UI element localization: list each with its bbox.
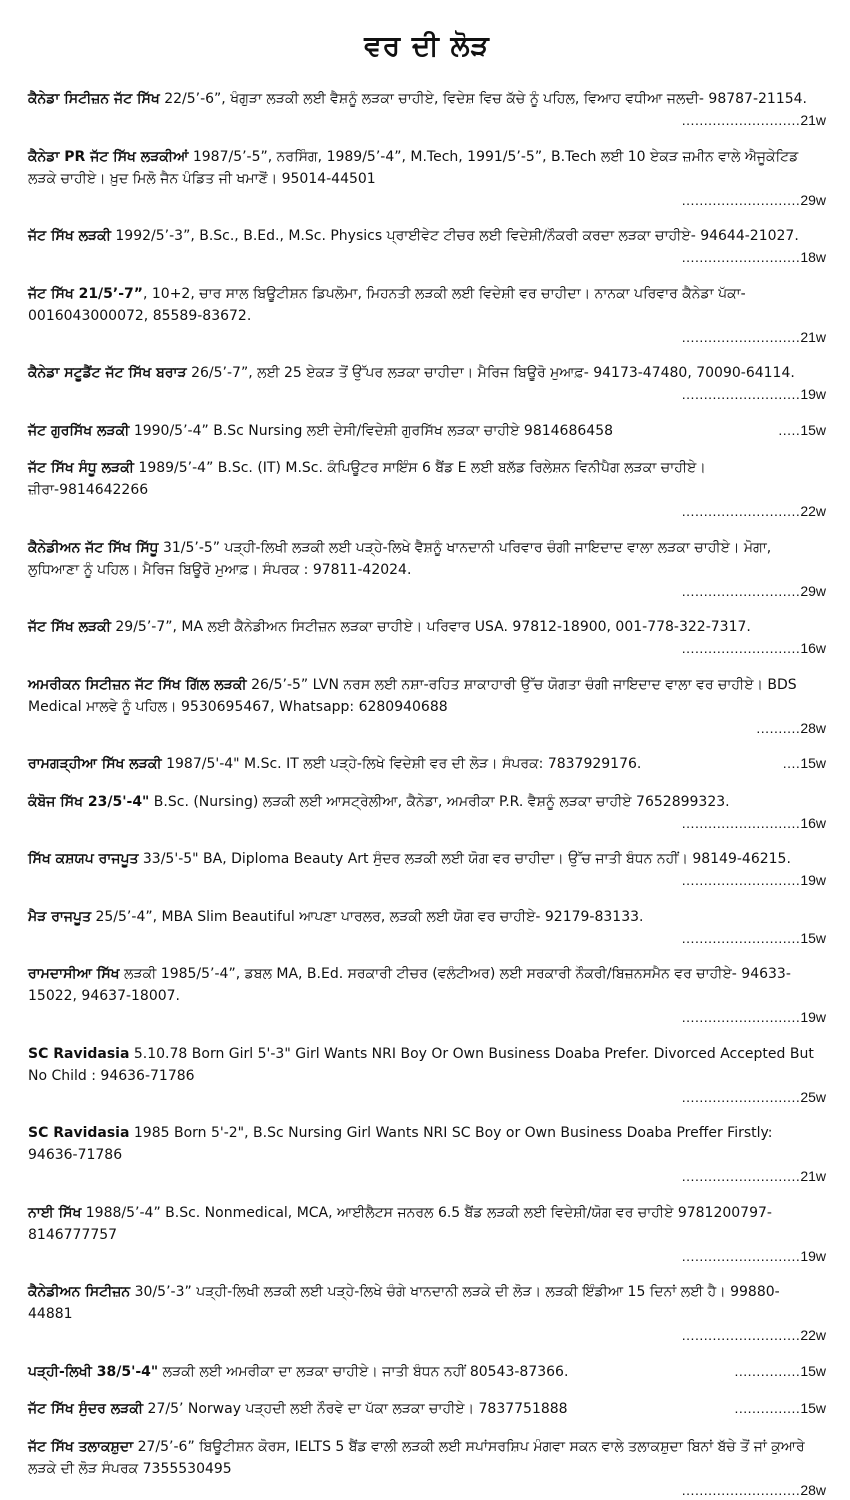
ad-word-count: 22w <box>800 503 826 519</box>
ad-text: 1992/5’-3”, B.Sc., B.Ed., M.Sc. Physics ਪ੍ਰਾਈਵੇਟ ਟੀਚਰ ਲਈ ਵਿਦੇਸ਼ੀ/ਨੌਕਰੀ ਕਰਦਾ ਲੜਕਾ ਚਾਹੀਏ- 94644-21027. <box>110 228 799 244</box>
ad-body <box>28 457 826 501</box>
ad-heading: ਪੜ੍ਹੀ-ਲਿਖੀ 38/5'-4" <box>28 1363 159 1380</box>
ad-heading: ਕੈਨੇਡਾ ਸਟੂਡੈਂਟ ਜੱਟ ਸਿੱਖ ਬਰਾੜ <box>28 365 187 381</box>
ad-code <box>28 718 826 738</box>
ad-text: 5.10.78 Born Girl 5'-3" Girl Wants NRI Boy Or Own Business Doaba Prefer. Divorced Accepted But No Child : 94636-71786 <box>28 1045 814 1084</box>
ad-text: 29/5’-7”, MA ਲਈ ਕੈਨੇਡੀਅਨ ਸਿਟੀਜ਼ਨ ਲੜਕਾ ਚਾਹੀਏ। ਪਰਿਵਾਰ USA. 97812-18900, 001-778-322-7317. <box>110 619 751 635</box>
ad-heading: ਕੈਨੇਡਾ PR ਜੱਟ ਸਿੱਖ ਲੜਕੀਆਂ <box>28 148 189 165</box>
ad-body <box>28 283 826 327</box>
ad-text: 33/5'-5" BA, Diploma Beauty Art ਸੁੰਦਰ ਲੜਕੀ ਲਈ ਯੋਗ ਵਰ ਚਾਹੀਦਾ। ਉੱਚ ਜਾਤੀ ਬੰਧਨ ਨਹੀਂ। 98149-46215. <box>138 851 791 867</box>
leader-dots: ............... <box>734 1362 801 1379</box>
ad-body <box>28 756 643 772</box>
ads-list <box>28 88 826 1500</box>
list-item <box>28 1398 826 1420</box>
ad-text: 1987/5’-5”, ਨਰਸਿੰਗ, 1989/5’-4”, M.Tech, 1991/5’-5”, B.Tech ਲਈ 10 ਏਕੜ ਜ਼ਮੀਨ ਵਾਲੇ ਐਜੂਕੇਟਿਡ ਲੜਕੇ ਚਾਹੀਏ। ਖ਼ੁਦ ਮਿਲੋ ਜੈਨ ਪੰਡਿਤ ਜੀ ਖਮਾਣੋਂ। 95014-44501 <box>28 148 799 187</box>
ad-code <box>778 420 826 440</box>
list-item <box>28 420 826 442</box>
ad-word-count: 18w <box>800 249 826 265</box>
ad-code <box>28 870 826 890</box>
list-item <box>28 283 826 347</box>
ad-body <box>28 616 826 638</box>
list-item <box>28 848 826 890</box>
list-item <box>28 88 826 130</box>
leader-dots: ........................... <box>681 1481 801 1498</box>
ad-word-count: 15w <box>800 929 826 946</box>
leader-dots: .... <box>782 755 801 771</box>
page-title: ਵਰ ਦੀ ਲੋੜ <box>364 29 490 62</box>
ad-heading: SC Ravidasia <box>28 1125 130 1141</box>
list-item <box>28 457 826 521</box>
leader-dots: ........................... <box>681 1327 801 1343</box>
ad-text: 1988/5’-4” B.Sc. Nonmedical, MCA, ਆਈਲੈਟਸ ਜਨਰਲ 6.5 ਬੈਂਡ ਲੜਕੀ ਲਈ ਵਿਦੇਸ਼ੀ/ਯੋਗ ਵਰ ਚਾਹੀਏ 9781200797-8146777757 <box>28 1204 772 1243</box>
ad-body <box>28 88 826 110</box>
ad-text: 1985 Born 5'-2", B.Sc Nursing Girl Wants NRI SC Boy or Own Business Doaba Preffer Firstly: 94636-71786 <box>28 1125 773 1163</box>
ad-body <box>28 1364 570 1380</box>
ad-word-count: 16w <box>800 640 826 656</box>
ad-code <box>28 638 826 658</box>
leader-dots: ........................... <box>681 1247 801 1264</box>
list-item <box>28 362 826 404</box>
leader-dots: ........................... <box>681 503 801 519</box>
ad-code <box>28 384 826 404</box>
list-item <box>28 146 826 210</box>
ad-code <box>734 1398 826 1418</box>
ad-code <box>28 1007 826 1027</box>
ad-code <box>28 1480 826 1500</box>
list-item <box>28 1043 826 1107</box>
ad-body <box>28 1122 826 1166</box>
ad-text: 1987/5'-4" M.Sc. IT ਲਈ ਪੜ੍ਹੇ-ਲਿਖੇ ਵਿਦੇਸ਼ੀ ਵਰ ਦੀ ਲੋੜ। ਸੰਪਰਕ: 7837929176. <box>161 756 642 772</box>
leader-dots: ........................... <box>681 1009 801 1025</box>
ad-body <box>28 848 826 870</box>
ad-word-count: 19w <box>800 386 826 402</box>
ad-body <box>28 906 826 928</box>
list-item <box>28 753 826 775</box>
ad-text: , 10+2, ਚਾਰ ਸਾਲ ਬਿਊਟੀਸ਼ਨ ਡਿਪਲੋਮਾ, ਮਿਹਨਤੀ ਲੜਕੀ ਲਈ ਵਿਦੇਸ਼ੀ ਵਰ ਚਾਹੀਦਾ। ਨਾਨਕਾ ਪਰਿਵਾਰ ਕੈਨੇਡਾ ਪੱਕਾ- 0016043000072, 85589-83672. <box>28 285 746 324</box>
leader-dots: ..... <box>778 421 801 438</box>
ad-heading: SC Ravidasia <box>28 1045 130 1062</box>
ad-code <box>28 501 826 521</box>
leader-dots: ........................... <box>681 1088 801 1105</box>
ad-word-count: 19w <box>800 872 826 888</box>
ad-body <box>28 1043 826 1087</box>
ad-code <box>734 1361 826 1381</box>
list-item <box>28 1361 826 1383</box>
leader-dots: ........................... <box>681 386 801 402</box>
ad-word-count: 29w <box>800 582 826 599</box>
leader-dots: ........................... <box>681 112 801 128</box>
leader-dots: ........................... <box>681 872 801 888</box>
leader-dots: ........................... <box>681 328 801 345</box>
ad-code <box>28 928 826 948</box>
ad-heading: ਜੱਟ ਸਿੱਖ ਸੁੰਦਰ ਲੜਕੀ <box>28 1401 144 1417</box>
ad-heading: ਜੱਟ ਸਿੱਖ ਤਲਾਕਸ਼ੁਦਾ <box>28 1438 134 1455</box>
ad-text: 27/5’ Norway ਪੜ੍ਹਦੀ ਲਈ ਨੌਰਵੇ ਦਾ ਪੱਕਾ ਲੜਕਾ ਚਾਹੀਏ। 7837751888 <box>143 1401 568 1417</box>
leader-dots: ........................... <box>681 582 801 599</box>
ad-text: 1989/5’-4” B.Sc. (IT) M.Sc. ਕੰਪਿਊਟਰ ਸਾਇੰਸ 6 ਬੈਂਡ E ਲਈ ਬਲੱਡ ਰਿਲੇਸ਼ਨ ਵਿਨੀਪੈਗ ਲੜਕਾ ਚਾਹੀਏ। ਜ਼ੀਰਾ-9814642266 <box>28 460 706 498</box>
ad-body <box>28 362 826 384</box>
ad-code <box>28 1325 826 1345</box>
ad-text: 30/5’-3” ਪੜ੍ਹੀ-ਲਿਖੀ ਲੜਕੀ ਲਈ ਪੜ੍ਹੇ-ਲਿਖੇ ਚੰਗੇ ਖਾਨਦਾਨੀ ਲੜਕੇ ਦੀ ਲੋੜ। ਲੜਕੀ ਇੰਡੀਆ 15 ਦਿਨਾਂ ਲਈ ਹੈ। 99880-44881 <box>28 1284 780 1322</box>
leader-dots: ........................... <box>681 814 801 831</box>
ad-heading: ਕੈਨੇਡਾ ਸਿਟੀਜ਼ਨ ਜੱਟ ਸਿੱਖ <box>28 91 160 107</box>
ad-heading: ਜੱਟ ਸਿੱਖ ਲੜਕੀ <box>28 228 111 244</box>
ad-heading: ਜੱਟ ਸਿੱਖ ਸੰਧੂ ਲੜਕੀ <box>28 460 134 476</box>
ad-text: 26/5’-5” LVN ਨਰਸ ਲਈ ਨਸ਼ਾ-ਰਹਿਤ ਸ਼ਾਕਾਹਾਰੀ ਉੱਚ ਯੋਗਤਾ ਚੰਗੀ ਜਾਇਦਾਦ ਵਾਲਾ ਵਰ ਚਾਹੀਏ। BDS Medical ਮਾਲਵੇ ਨੂੰ ਪਹਿਲ। 9530695467, Whatsapp: 6280940688 <box>28 676 797 715</box>
list-item <box>28 1436 826 1500</box>
list-item <box>28 1122 826 1186</box>
ad-body <box>28 225 826 247</box>
ad-word-count: 29w <box>800 191 826 208</box>
leader-dots: ........................... <box>681 640 801 656</box>
ad-code <box>28 110 826 130</box>
list-item <box>28 616 826 658</box>
ad-body <box>28 674 826 718</box>
ad-code <box>28 190 826 210</box>
ad-body <box>28 1401 570 1417</box>
ad-heading: ਰਾਮਗੜ੍ਹੀਆ ਸਿੱਖ ਲੜਕੀ <box>28 756 162 772</box>
leader-dots: ........................... <box>681 249 801 265</box>
ad-body <box>28 146 826 190</box>
ad-word-count: 19w <box>800 1009 826 1025</box>
ad-word-count: 21w <box>800 112 826 128</box>
ad-code <box>783 753 826 773</box>
list-item <box>28 963 826 1027</box>
ad-heading: ਕੈਨੇਡੀਅਨ ਜੱਟ ਸਿੱਖ ਸਿੱਧੂ <box>28 539 159 556</box>
ad-code <box>28 1087 826 1107</box>
ad-text: 25/5’-4”, MBA Slim Beautiful ਆਪਣਾ ਪਾਰਲਰ, ਲੜਕੀ ਲਈ ਯੋਗ ਵਰ ਚਾਹੀਏ- 92179-83133. <box>91 908 644 925</box>
ad-text: 31/5’-5” ਪੜ੍ਹੀ-ਲਿਖੀ ਲੜਕੀ ਲਈ ਪੜ੍ਹੇ-ਲਿਖੇ ਵੈਸ਼ਨੂੰ ਖਾਨਦਾਨੀ ਪਰਿਵਾਰ ਚੰਗੀ ਜਾਇਦਾਦ ਵਾਲਾ ਲੜਕਾ ਚਾਹੀਏ। ਮੋਗਾ, ਲੁਧਿਆਣਾ ਨੂੰ ਪਹਿਲ। ਮੈਰਿਜ ਬਿਊਰੋ ਮੁਆਫ਼। ਸੰਪਰਕ : 97811-42024. <box>28 539 772 578</box>
leader-dots: ........................... <box>681 1168 801 1184</box>
ad-code <box>28 1246 826 1266</box>
leader-dots: ........................... <box>681 191 801 208</box>
list-item <box>28 1281 826 1345</box>
ad-word-count: 15w <box>800 1362 826 1379</box>
list-item <box>28 791 826 833</box>
ad-word-count: 28w <box>800 1481 826 1498</box>
ad-word-count: 15w <box>800 1400 826 1416</box>
ad-body <box>28 537 826 581</box>
ad-text: B.Sc. (Nursing) ਲੜਕੀ ਲਈ ਆਸਟ੍ਰੇਲੀਆ, ਕੈਨੇਡਾ, ਅਮਰੀਕਾ P.R. ਵੈਸ਼ਨੂੰ ਲੜਕਾ ਚਾਹੀਏ 7652899323. <box>149 793 730 810</box>
ad-heading: ਸਿੱਖ ਕਸ਼ਯਪ ਰਾਜਪੂਤ <box>28 851 139 867</box>
ad-heading: ਜੱਟ ਗੁਰਸਿੱਖ ਲੜਕੀ <box>28 422 130 439</box>
ad-word-count: 28w <box>800 719 826 736</box>
ad-body <box>28 1281 826 1325</box>
ad-body <box>28 963 826 1007</box>
ad-heading: ਨਾਈ ਸਿੱਖ <box>28 1204 82 1221</box>
ad-body <box>28 1436 826 1480</box>
leader-dots: ........................... <box>681 929 801 946</box>
ad-heading: ਜੱਟ ਸਿੱਖ ਲੜਕੀ <box>28 619 111 635</box>
ad-text: ਲੜਕੀ 1985/5’-4”, ਡਬਲ MA, B.Ed. ਸਰਕਾਰੀ ਟੀਚਰ (ਵਲੰਟੀਅਰ) ਲਈ ਸਰਕਾਰੀ ਨੌਕਰੀ/ਬਿਜ਼ਨਸਮੈਨ ਵਰ ਚਾਹੀਏ- 94633-15022, 94637-18007. <box>28 966 791 1004</box>
ad-word-count: 15w <box>800 421 826 438</box>
leader-dots: .......... <box>756 719 801 736</box>
ad-text: 22/5’-6”, ਖੰਗੁੜਾ ਲੜਕੀ ਲਈ ਵੈਸ਼ਨੂੰ ਲੜਕਾ ਚਾਹੀਏ, ਵਿਦੇਸ਼ ਵਿਚ ਕੱਚੇ ਨੂੰ ਪਹਿਲ, ਵਿਆਹ ਵਧੀਆ ਜਲਦੀ- 98787-21154. <box>159 91 807 107</box>
leader-dots: ............... <box>734 1400 801 1416</box>
ad-word-count: 22w <box>800 1327 826 1343</box>
ad-code <box>28 581 826 601</box>
ad-code <box>28 813 826 833</box>
list-item <box>28 674 826 738</box>
ad-text: 26/5’-7”, ਲਈ 25 ਏਕੜ ਤੋਂ ਉੱਪਰ ਲੜਕਾ ਚਾਹੀਦਾ। ਮੈਰਿਜ ਬਿਊਰੋ ਮੁਆਫ਼- 94173-47480, 70090-64114. <box>186 365 795 381</box>
ad-code <box>28 1166 826 1186</box>
ad-word-count: 15w <box>800 755 826 771</box>
list-item <box>28 537 826 601</box>
ad-heading: ਕੈਨੇਡੀਅਨ ਸਿਟੀਜ਼ਨ <box>28 1284 131 1300</box>
ad-heading: ਮੈੜ ਰਾਜਪੂਤ <box>28 908 92 925</box>
ad-body <box>28 423 615 439</box>
ad-heading: ਕੰਬੋਜ ਸਿੱਖ 23/5'-4" <box>28 793 150 810</box>
ad-word-count: 16w <box>800 814 826 831</box>
ad-word-count: 25w <box>800 1088 826 1105</box>
list-item <box>28 225 826 267</box>
ad-body <box>28 1202 826 1246</box>
ad-body <box>28 791 826 813</box>
list-item <box>28 1202 826 1266</box>
ad-heading: ਅਮਰੀਕਨ ਸਿਟੀਜ਼ਨ ਜੱਟ ਸਿੱਖ ਗਿੱਲ ਲੜਕੀ <box>28 676 247 693</box>
ad-code <box>28 327 826 347</box>
ad-heading: ਰਾਮਦਾਸੀਆ ਸਿੱਖ <box>28 966 120 982</box>
list-item <box>28 906 826 948</box>
ad-text: 1990/5’-4” B.Sc Nursing ਲਈ ਦੇਸੀ/ਵਿਦੇਸ਼ੀ ਗੁਰਸਿੱਖ ਲੜਕਾ ਚਾਹੀਏ 9814686458 <box>129 422 614 439</box>
ad-word-count: 21w <box>800 1168 826 1184</box>
ad-text: ਲੜਕੀ ਲਈ ਅਮਰੀਕਾ ਦਾ ਲੜਕਾ ਚਾਹੀਏ। ਜਾਤੀ ਬੰਧਨ ਨਹੀਂ 80543-87366. <box>158 1363 569 1380</box>
ad-word-count: 19w <box>800 1247 826 1264</box>
ad-code <box>28 247 826 267</box>
ad-heading: ਜੱਟ ਸਿੱਖ 21/5’-7” <box>28 285 143 302</box>
ad-word-count: 21w <box>800 328 826 345</box>
ad-text: 27/5’-6” ਬਿਊਟੀਸ਼ਨ ਕੋਰਸ, IELTS 5 ਬੈਂਡ ਵਾਲੀ ਲੜਕੀ ਲਈ ਸਪਾਂਸਰਸ਼ਿਪ ਮੰਗਵਾ ਸਕਨ ਵਾਲੇ ਤਲਾਕਸ਼ੁਦਾ ਬਿਨਾਂ ਬੱਚੇ ਤੋਂ ਜਾਂ ਕੁਆਰੇ ਲੜਕੇ ਦੀ ਲੋੜ ਸੰਪਰਕ 7355530495 <box>28 1438 805 1477</box>
